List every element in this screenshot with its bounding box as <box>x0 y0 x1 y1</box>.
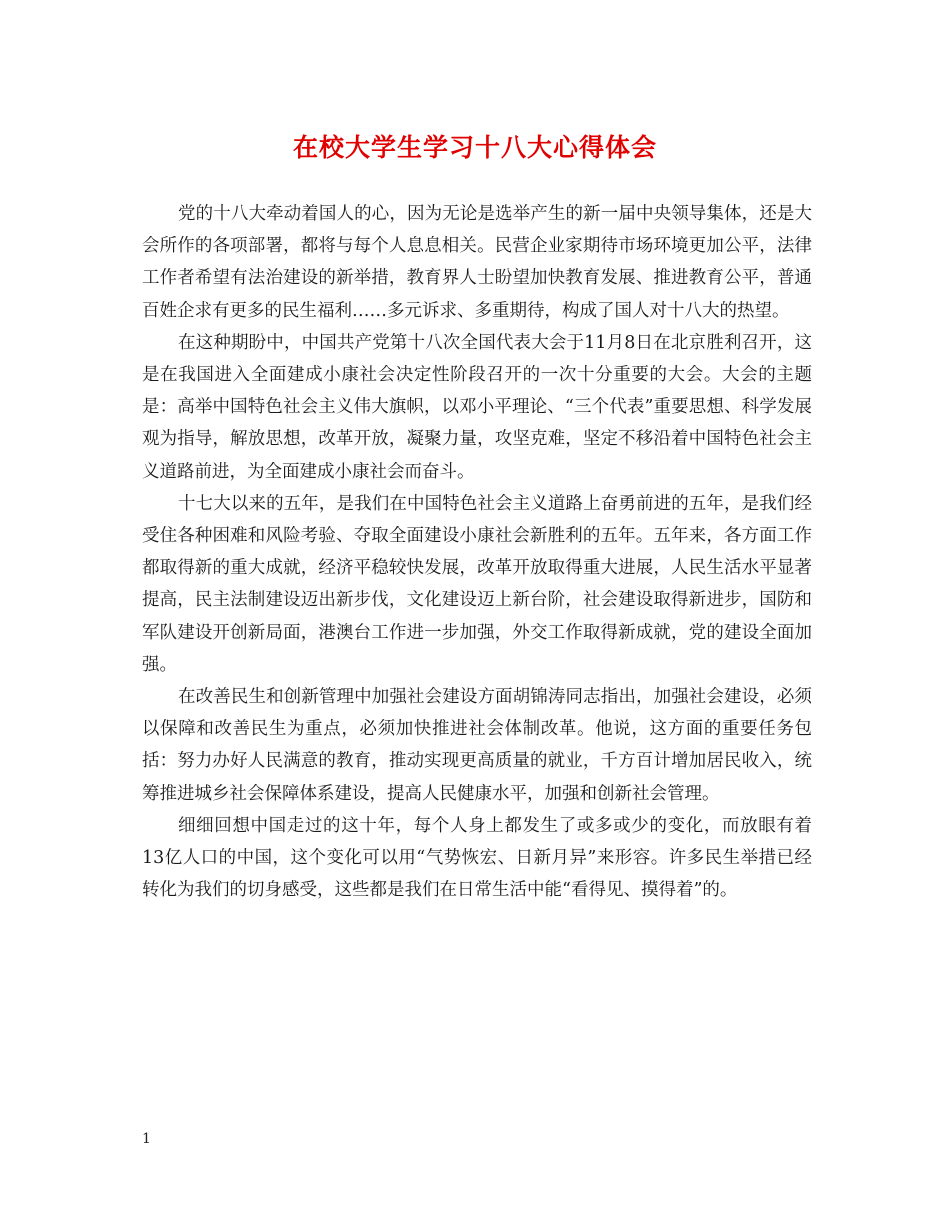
paragraph-4: 在改善民生和创新管理中加强社会建设方面胡锦涛同志指出，加强社会建设，必须以保障和改善民生为重点，必须加快推进社会体制改革。他说，这方面的重要任务包括：努力办好人民满意的教育，推动实现更高质量的就业，千方百计增加居民收入，统筹推进城乡社会保障体系建设，提高人民健康水平，加强和创新社会管理。 <box>142 687 812 804</box>
document-title: 在校大学生学习十八大心得体会 <box>292 133 657 162</box>
paragraph-3: 十七大以来的五年，是我们在中国特色社会主义道路上奋勇前进的五年，是我们经受住各种困难和风险考验、夺取全面建设小康社会新胜利的五年。五年来，各方面工作都取得新的重大成就，经济平稳较快发展，改革开放取得重大进展，人民生活水平显著提高，民主法制建设迈出新步伐，文化建设迈上新台阶，社会建设取得新进步，国防和军队建设开创新局面，港澳台工作进一步加强，外交工作取得新成就，党的建设全面加强。 <box>142 493 812 675</box>
document-body <box>142 198 812 906</box>
paragraph-5: 细细回想中国走过的这十年，每个人身上都发生了或多或少的变化，而放眼有着13亿人口的中国，这个变化可以用“气势恢宏、日新月异”来形容。许多民生举措已经转化为我们的切身感受，这些都是我们在日常生活中能“看得见、摸得着”的。 <box>142 815 812 901</box>
page-number: 1 <box>142 1131 151 1147</box>
paragraph-1: 党的十八大牵动着国人的心，因为无论是选举产生的新一届中央领导集体，还是大会所作的各项部署，都将与每个人息息相关。民营企业家期待市场环境更加公平，法律工作者希望有法治建设的新举措，教育界人士盼望加快教育发展、推进教育公平，普通百姓企求有更多的民生福利……多元诉求、多重期待，构成了国人对十八大的热望。 <box>142 204 812 321</box>
paragraph-2: 在这种期盼中，中国共产党第十八次全国代表大会于11月8日在北京胜利召开，这是在我国进入全面建成小康社会决定性阶段召开的一次十分重要的大会。大会的主题是：高举中国特色社会主义伟大旗帜，以邓小平理论、“三个代表”重要思想、科学发展观为指导，解放思想，改革开放，凝聚力量，攻坚克难，坚定不移沿着中国特色社会主义道路前进，为全面建成小康社会而奋斗。 <box>142 332 812 482</box>
